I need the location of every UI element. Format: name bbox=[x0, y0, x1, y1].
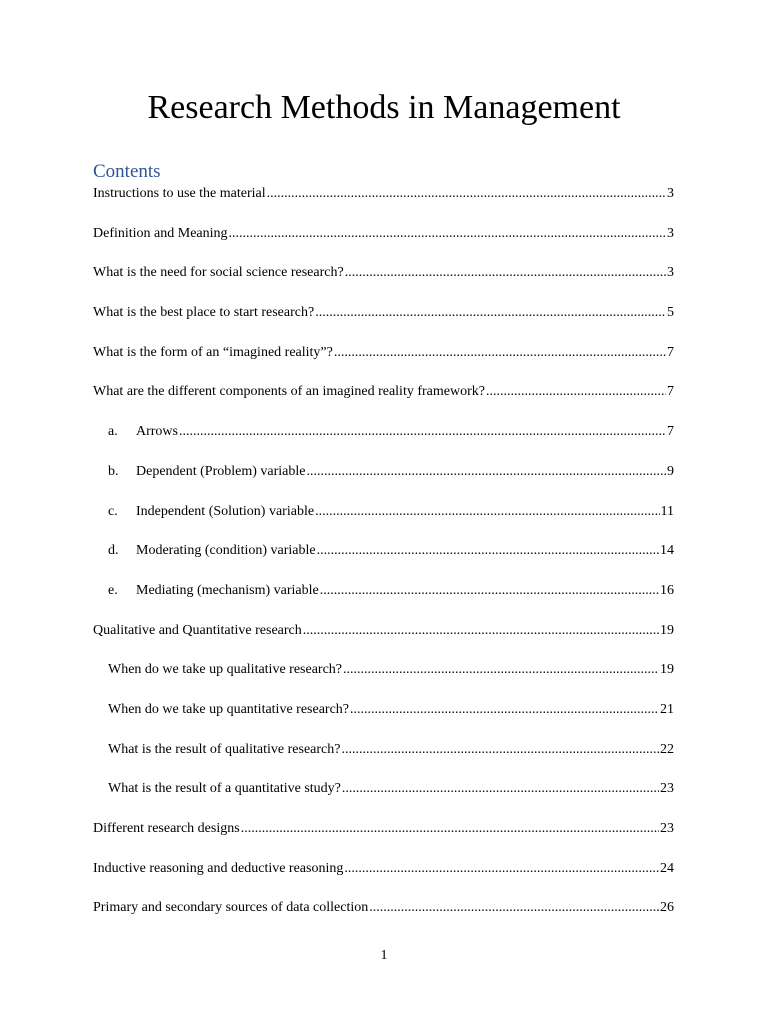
toc-entry[interactable] bbox=[93, 738, 674, 778]
toc-entry-marker: d. bbox=[108, 543, 119, 559]
toc-entry-label[interactable]: Moderating (condition) variable bbox=[136, 543, 316, 559]
toc-entry-page-number[interactable]: 3 bbox=[667, 265, 674, 281]
toc-entry-label[interactable]: What is the result of a quantitative study? bbox=[108, 781, 341, 797]
toc-entry-label[interactable]: What is the result of qualitative research? bbox=[108, 741, 341, 757]
toc-entry-label[interactable]: What is the best place to start research? bbox=[93, 305, 315, 321]
toc-entry-marker: b. bbox=[108, 463, 119, 479]
contents-heading: Contents bbox=[93, 161, 161, 182]
toc-dot-leader bbox=[303, 619, 659, 643]
toc-entry-label[interactable]: Definition and Meaning bbox=[93, 225, 228, 241]
toc-entry-label[interactable]: Different research designs bbox=[93, 821, 240, 836]
toc-entry-page-number[interactable]: 23 bbox=[660, 821, 674, 836]
toc-entry-label[interactable]: Inductive reasoning and deductive reasoning bbox=[93, 860, 344, 876]
toc-entry-page-number[interactable]: 3 bbox=[667, 186, 674, 201]
toc-entry-label[interactable]: Independent (Solution) variable bbox=[136, 503, 315, 519]
toc-entry-label[interactable]: Dependent (Problem) variable bbox=[136, 463, 306, 479]
toc-entry-marker: c. bbox=[108, 503, 118, 519]
toc-entry[interactable] bbox=[93, 619, 674, 659]
toc-dot-leader bbox=[229, 222, 666, 246]
toc-entry-page-number[interactable]: 11 bbox=[660, 503, 674, 519]
toc-entry[interactable] bbox=[93, 500, 674, 540]
toc-entry[interactable] bbox=[93, 777, 674, 817]
toc-dot-leader bbox=[345, 261, 666, 285]
toc-dot-leader bbox=[486, 380, 666, 404]
toc-dot-leader bbox=[315, 301, 666, 325]
toc-entry-marker: e. bbox=[108, 582, 118, 598]
table-of-contents bbox=[93, 182, 674, 936]
toc-entry-label[interactable]: Qualitative and Quantitative research bbox=[93, 622, 302, 638]
toc-entry-label[interactable]: Mediating (mechanism) variable bbox=[136, 582, 319, 598]
toc-entry[interactable] bbox=[93, 698, 674, 738]
toc-dot-leader bbox=[369, 896, 659, 920]
page-number: 1 bbox=[380, 948, 388, 963]
toc-entry[interactable] bbox=[93, 817, 674, 857]
toc-dot-leader bbox=[307, 460, 667, 484]
toc-entry-page-number[interactable]: 7 bbox=[667, 384, 674, 400]
toc-entry[interactable] bbox=[93, 658, 674, 698]
toc-entry-page-number[interactable]: 5 bbox=[667, 305, 674, 321]
toc-dot-leader bbox=[342, 777, 659, 801]
toc-dot-leader bbox=[320, 579, 659, 603]
toc-entry-page-number[interactable]: 3 bbox=[667, 225, 674, 241]
toc-entry[interactable] bbox=[93, 301, 674, 341]
toc-entry-page-number[interactable]: 21 bbox=[660, 701, 674, 717]
toc-dot-leader bbox=[317, 539, 659, 563]
toc-entry-page-number[interactable]: 7 bbox=[667, 424, 674, 440]
toc-entry-label[interactable]: What are the different components of an imagined reality framework? bbox=[93, 384, 485, 400]
toc-entry[interactable] bbox=[93, 857, 674, 897]
toc-entry-label[interactable]: Instructions to use the material bbox=[93, 186, 266, 201]
toc-entry-page-number[interactable]: 16 bbox=[660, 582, 674, 598]
toc-entry[interactable] bbox=[93, 341, 674, 381]
toc-entry-page-number[interactable]: 14 bbox=[660, 543, 674, 559]
toc-dot-leader bbox=[267, 182, 666, 206]
toc-entry[interactable] bbox=[93, 222, 674, 262]
toc-entry[interactable] bbox=[93, 261, 674, 301]
toc-entry[interactable] bbox=[93, 380, 674, 420]
document-title: Research Methods in Management bbox=[147, 89, 621, 126]
toc-entry-label[interactable]: Arrows bbox=[136, 424, 178, 440]
toc-entry[interactable] bbox=[93, 420, 674, 460]
toc-entry[interactable] bbox=[93, 539, 674, 579]
toc-entry-label[interactable]: When do we take up qualitative research? bbox=[108, 662, 343, 678]
toc-entry[interactable] bbox=[93, 579, 674, 619]
toc-entry-label[interactable]: What is the form of an “imagined reality”? bbox=[93, 344, 333, 360]
toc-dot-leader bbox=[344, 857, 659, 881]
toc-entry-marker: a. bbox=[108, 424, 118, 440]
toc-entry-page-number[interactable]: 19 bbox=[660, 622, 674, 638]
toc-entry-page-number[interactable]: 7 bbox=[667, 344, 674, 360]
toc-entry-label[interactable]: Primary and secondary sources of data collection bbox=[93, 900, 369, 916]
toc-entry-label[interactable]: What is the need for social science research? bbox=[93, 265, 344, 281]
toc-entry-label[interactable]: When do we take up quantitative research? bbox=[108, 701, 350, 717]
toc-entry-page-number[interactable]: 9 bbox=[667, 463, 674, 479]
toc-entry-page-number[interactable]: 19 bbox=[660, 662, 674, 678]
toc-entry[interactable] bbox=[93, 460, 674, 500]
toc-dot-leader bbox=[334, 341, 666, 365]
toc-entry-page-number[interactable]: 22 bbox=[660, 741, 674, 757]
toc-dot-leader bbox=[179, 420, 666, 444]
toc-entry-page-number[interactable]: 26 bbox=[660, 900, 674, 916]
toc-dot-leader bbox=[341, 738, 659, 762]
toc-dot-leader bbox=[315, 500, 659, 524]
toc-entry-page-number[interactable]: 24 bbox=[660, 860, 674, 876]
toc-dot-leader bbox=[241, 817, 659, 841]
toc-dot-leader bbox=[343, 658, 659, 682]
toc-dot-leader bbox=[350, 698, 659, 722]
toc-entry[interactable] bbox=[93, 182, 674, 222]
toc-entry[interactable] bbox=[93, 896, 674, 936]
toc-entry-page-number[interactable]: 23 bbox=[660, 781, 674, 797]
